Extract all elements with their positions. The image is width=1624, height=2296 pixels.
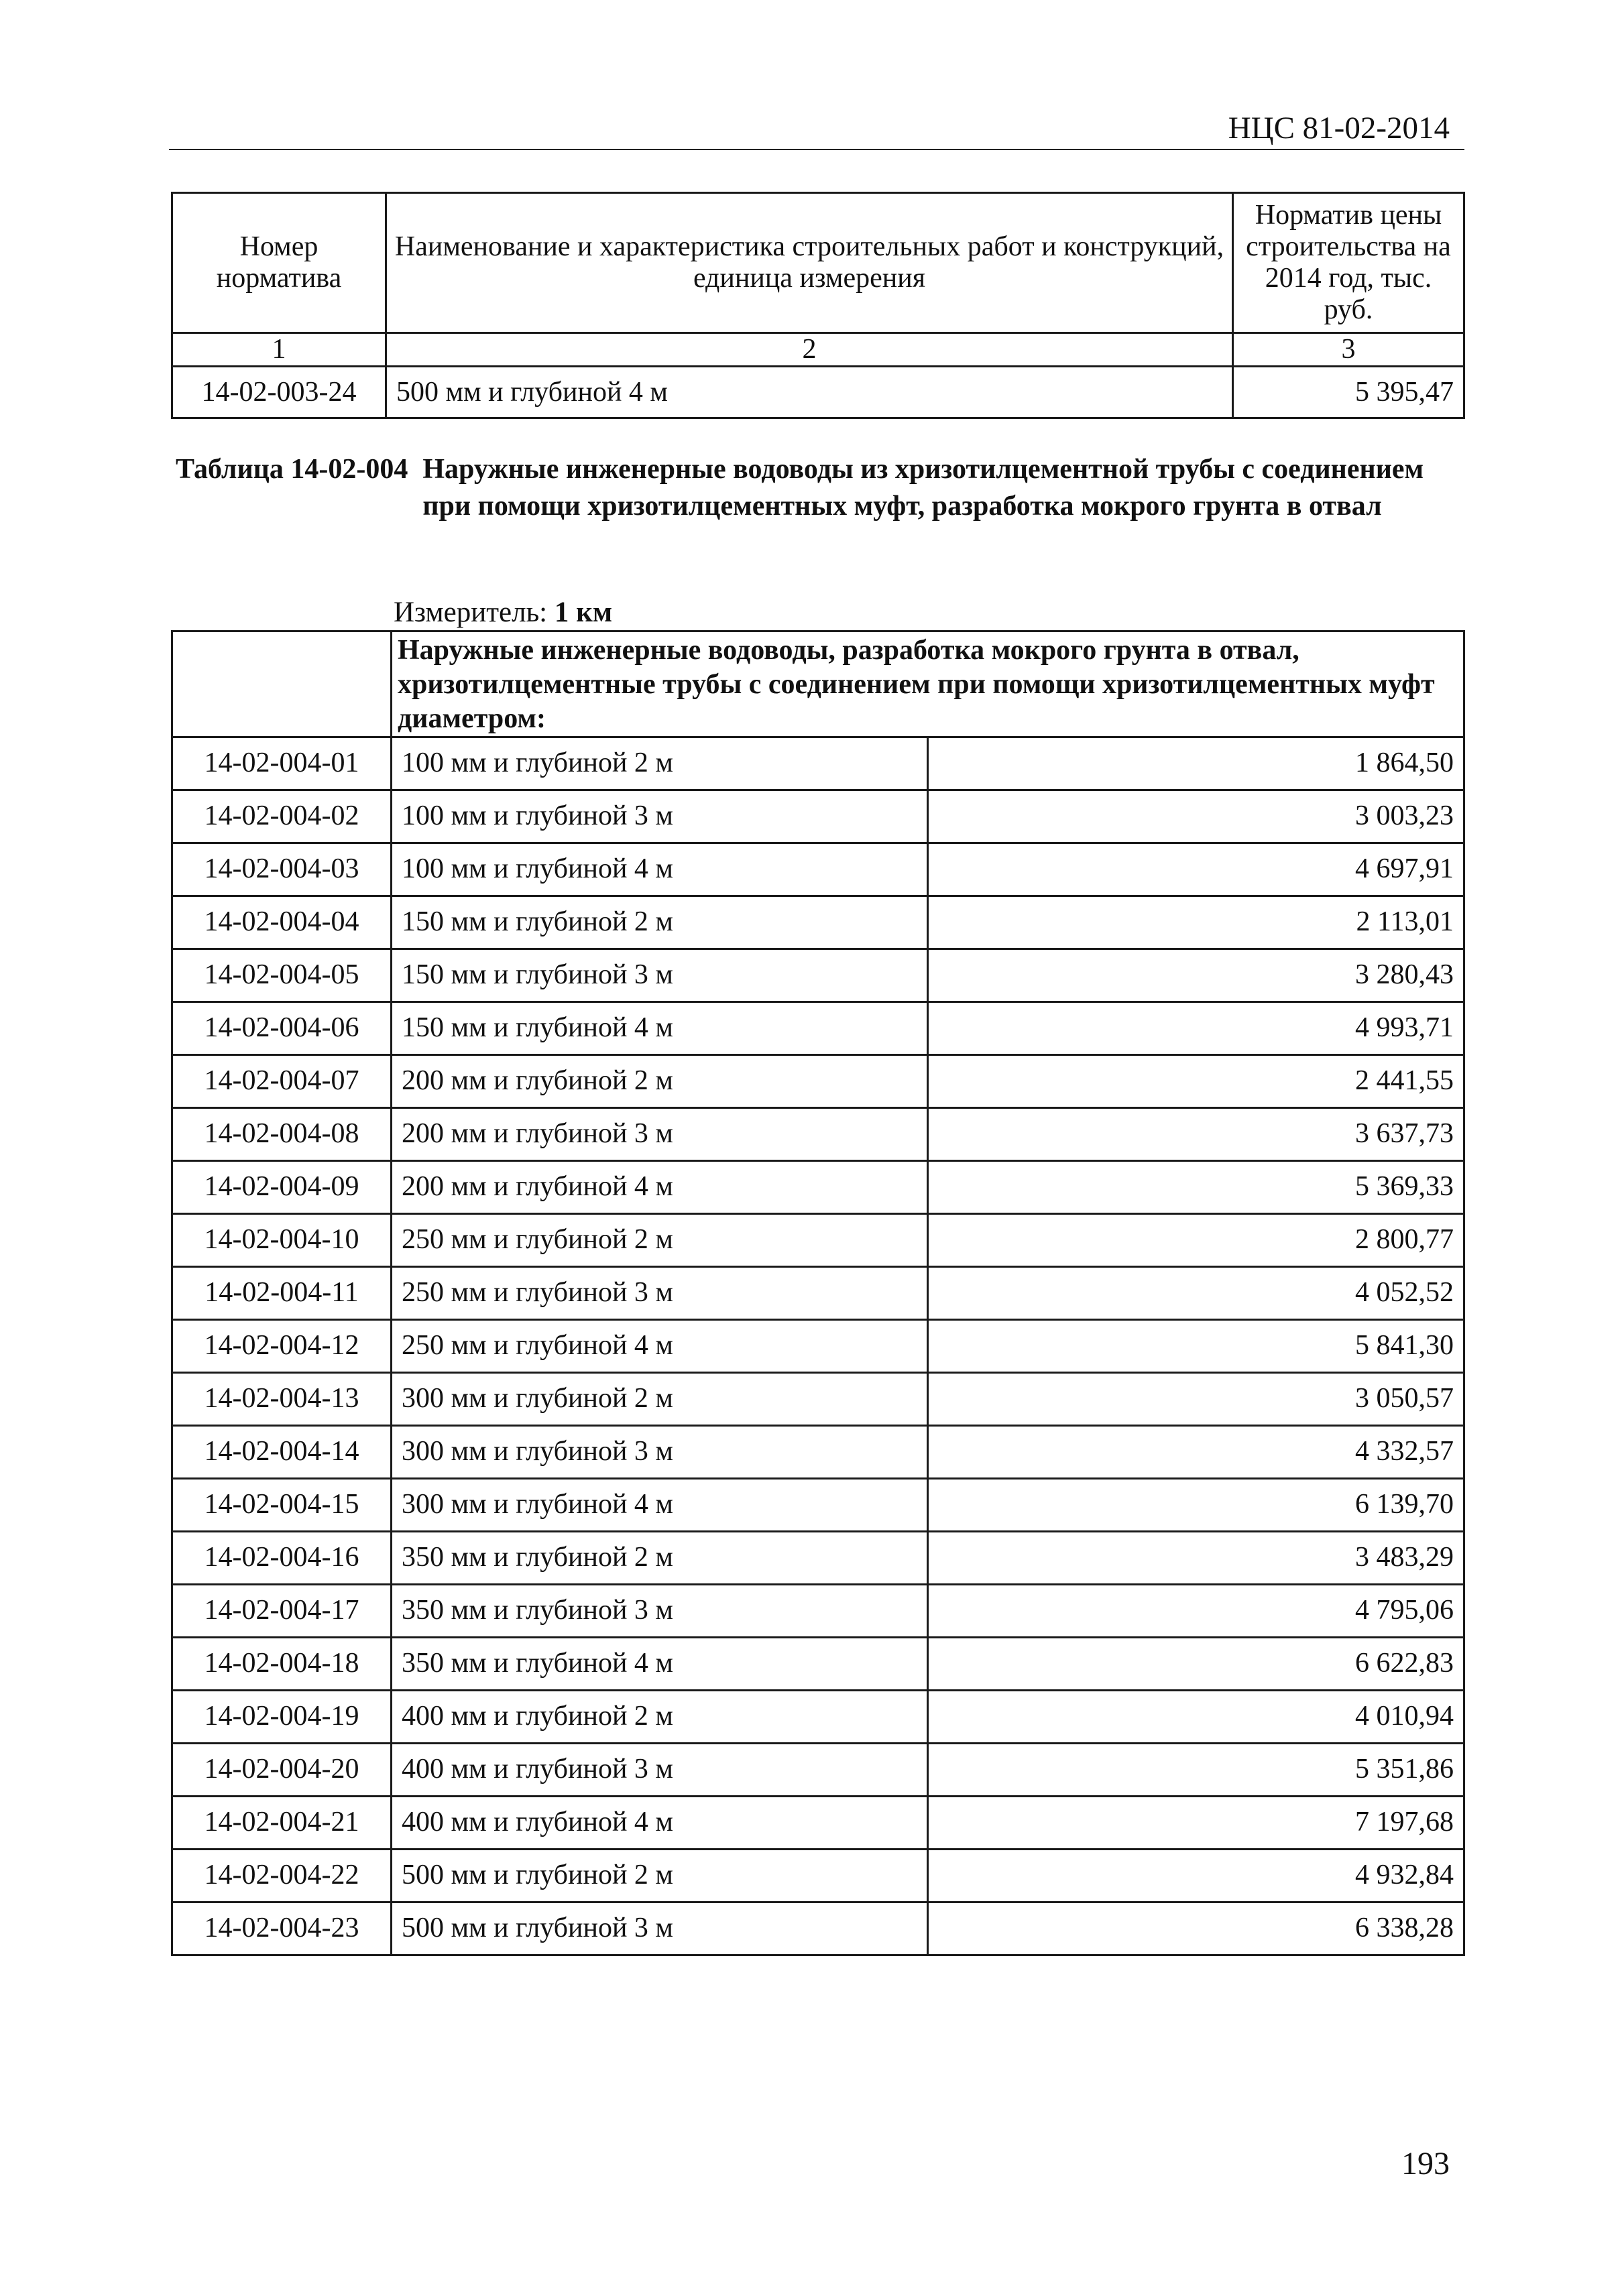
work-name: 100 мм и глубиной 4 м [392,843,928,896]
norm-code: 14-02-004-06 [172,1002,392,1055]
header-work-name: Наименование и характеристика строительных работ и конструкций, единица измерения [386,193,1233,333]
table-caption-title: Наружные инженерные водоводы из хризотилцементной трубы с соединением при помощи хризотилцементных муфт, разработка мокрого грунта в отвал [422,454,1424,522]
norm-code: 14-02-003-24 [172,367,386,418]
norm-code: 14-02-004-10 [172,1214,392,1267]
work-name: 350 мм и глубиной 4 м [392,1638,928,1691]
work-name: 500 мм и глубиной 4 м [386,367,1233,418]
header-row [172,193,1464,333]
section-empty-cell [172,631,392,737]
price-value: 2 441,55 [928,1055,1464,1108]
unit-of-measure [394,598,612,627]
header-rule [169,149,1464,150]
work-name: 300 мм и глубиной 3 м [392,1426,928,1479]
work-name: 200 мм и глубиной 2 м [392,1055,928,1108]
table-row [172,1638,1464,1691]
work-name: 400 мм и глубиной 2 м [392,1691,928,1744]
price-value: 4 332,57 [928,1426,1464,1479]
price-value: 4 697,91 [928,843,1464,896]
norm-code: 14-02-004-13 [172,1373,392,1426]
column-number: 2 [386,333,1233,367]
work-name: 150 мм и глубиной 3 м [392,949,928,1002]
price-value: 6 338,28 [928,1902,1464,1955]
norm-code: 14-02-004-01 [172,737,392,790]
norm-code: 14-02-004-18 [172,1638,392,1691]
work-name: 400 мм и глубиной 3 м [392,1744,928,1797]
table-row [172,1320,1464,1373]
table-row [172,367,1464,418]
work-name: 100 мм и глубиной 3 м [392,790,928,843]
price-value: 3 280,43 [928,949,1464,1002]
norm-code: 14-02-004-05 [172,949,392,1002]
norm-code: 14-02-004-19 [172,1691,392,1744]
work-name: 400 мм и глубиной 4 м [392,1797,928,1850]
price-value: 3 483,29 [928,1532,1464,1585]
table-row [172,949,1464,1002]
price-value: 2 113,01 [928,896,1464,949]
price-value: 5 395,47 [1233,367,1464,418]
price-value: 2 800,77 [928,1214,1464,1267]
price-value: 4 993,71 [928,1002,1464,1055]
table-row [172,1850,1464,1902]
norm-code: 14-02-004-21 [172,1797,392,1850]
table-row [172,1744,1464,1797]
norm-code: 14-02-004-08 [172,1108,392,1161]
price-value: 3 050,57 [928,1373,1464,1426]
price-value: 5 351,86 [928,1744,1464,1797]
price-value: 5 369,33 [928,1161,1464,1214]
work-name: 350 мм и глубиной 2 м [392,1532,928,1585]
norm-code: 14-02-004-11 [172,1267,392,1320]
table-row [172,1214,1464,1267]
norm-code: 14-02-004-16 [172,1532,392,1585]
work-name: 500 мм и глубиной 3 м [392,1902,928,1955]
work-name: 200 мм и глубиной 4 м [392,1161,928,1214]
price-value: 4 932,84 [928,1850,1464,1902]
price-value: 4 795,06 [928,1585,1464,1638]
table-row [172,1108,1464,1161]
norm-code: 14-02-004-15 [172,1479,392,1532]
table-row [172,790,1464,843]
table-row [172,1585,1464,1638]
column-number: 1 [172,333,386,367]
norm-code: 14-02-004-20 [172,1744,392,1797]
document-code: НЦС 81-02-2014 [1228,111,1450,145]
norm-code: 14-02-004-04 [172,896,392,949]
table-row [172,1373,1464,1426]
norm-code: 14-02-004-07 [172,1055,392,1108]
header-norm-number: Номер норматива [172,193,386,333]
work-name: 350 мм и глубиной 3 м [392,1585,928,1638]
table-row [172,1797,1464,1850]
work-name: 100 мм и глубиной 2 м [392,737,928,790]
table-row [172,1532,1464,1585]
norm-code: 14-02-004-03 [172,843,392,896]
unit-label: Измеритель: [394,597,548,628]
work-name: 250 мм и глубиной 4 м [392,1320,928,1373]
norm-code: 14-02-004-09 [172,1161,392,1214]
page-number: 193 [1401,2146,1450,2181]
section-title: Наружные инженерные водоводы, разработка мокрого грунта в отвал, хризотилцементные трубы с соединением при помощи хризотилцементных муфт диаметром: [392,631,1464,737]
price-value: 4 052,52 [928,1267,1464,1320]
price-value: 4 010,94 [928,1691,1464,1744]
table-row [172,1267,1464,1320]
price-value: 3 637,73 [928,1108,1464,1161]
table-row [172,737,1464,790]
work-name: 150 мм и глубиной 2 м [392,896,928,949]
work-name: 200 мм и глубиной 3 м [392,1108,928,1161]
norm-code: 14-02-004-14 [172,1426,392,1479]
price-value: 6 622,83 [928,1638,1464,1691]
continuation-table [171,192,1465,419]
norm-code: 14-02-004-22 [172,1850,392,1902]
table-row [172,843,1464,896]
table-row [172,1002,1464,1055]
price-value: 5 841,30 [928,1320,1464,1373]
work-name: 300 мм и глубиной 2 м [392,1373,928,1426]
unit-value: 1 км [554,597,613,628]
norm-code: 14-02-004-12 [172,1320,392,1373]
table-row [172,1426,1464,1479]
work-name: 250 мм и глубиной 3 м [392,1267,928,1320]
header-price: Норматив цены строительства на 2014 год, тыс. руб. [1233,193,1464,333]
table-row [172,1479,1464,1532]
table-caption-label: Таблица 14-02-004 [176,454,408,485]
table-row [172,896,1464,949]
section-row [172,631,1464,737]
norm-code: 14-02-004-02 [172,790,392,843]
table-row [172,1902,1464,1955]
work-name: 250 мм и глубиной 2 м [392,1214,928,1267]
norms-table [171,630,1465,1956]
column-number: 3 [1233,333,1464,367]
price-value: 3 003,23 [928,790,1464,843]
table-row [172,1691,1464,1744]
norm-code: 14-02-004-23 [172,1902,392,1955]
work-name: 150 мм и глубиной 4 м [392,1002,928,1055]
work-name: 300 мм и глубиной 4 м [392,1479,928,1532]
table-row [172,1161,1464,1214]
table-row [172,1055,1464,1108]
price-value: 7 197,68 [928,1797,1464,1850]
price-value: 1 864,50 [928,737,1464,790]
column-number-row [172,333,1464,367]
work-name: 500 мм и глубиной 2 м [392,1850,928,1902]
price-value: 6 139,70 [928,1479,1464,1532]
table-caption [176,451,1450,525]
norm-code: 14-02-004-17 [172,1585,392,1638]
